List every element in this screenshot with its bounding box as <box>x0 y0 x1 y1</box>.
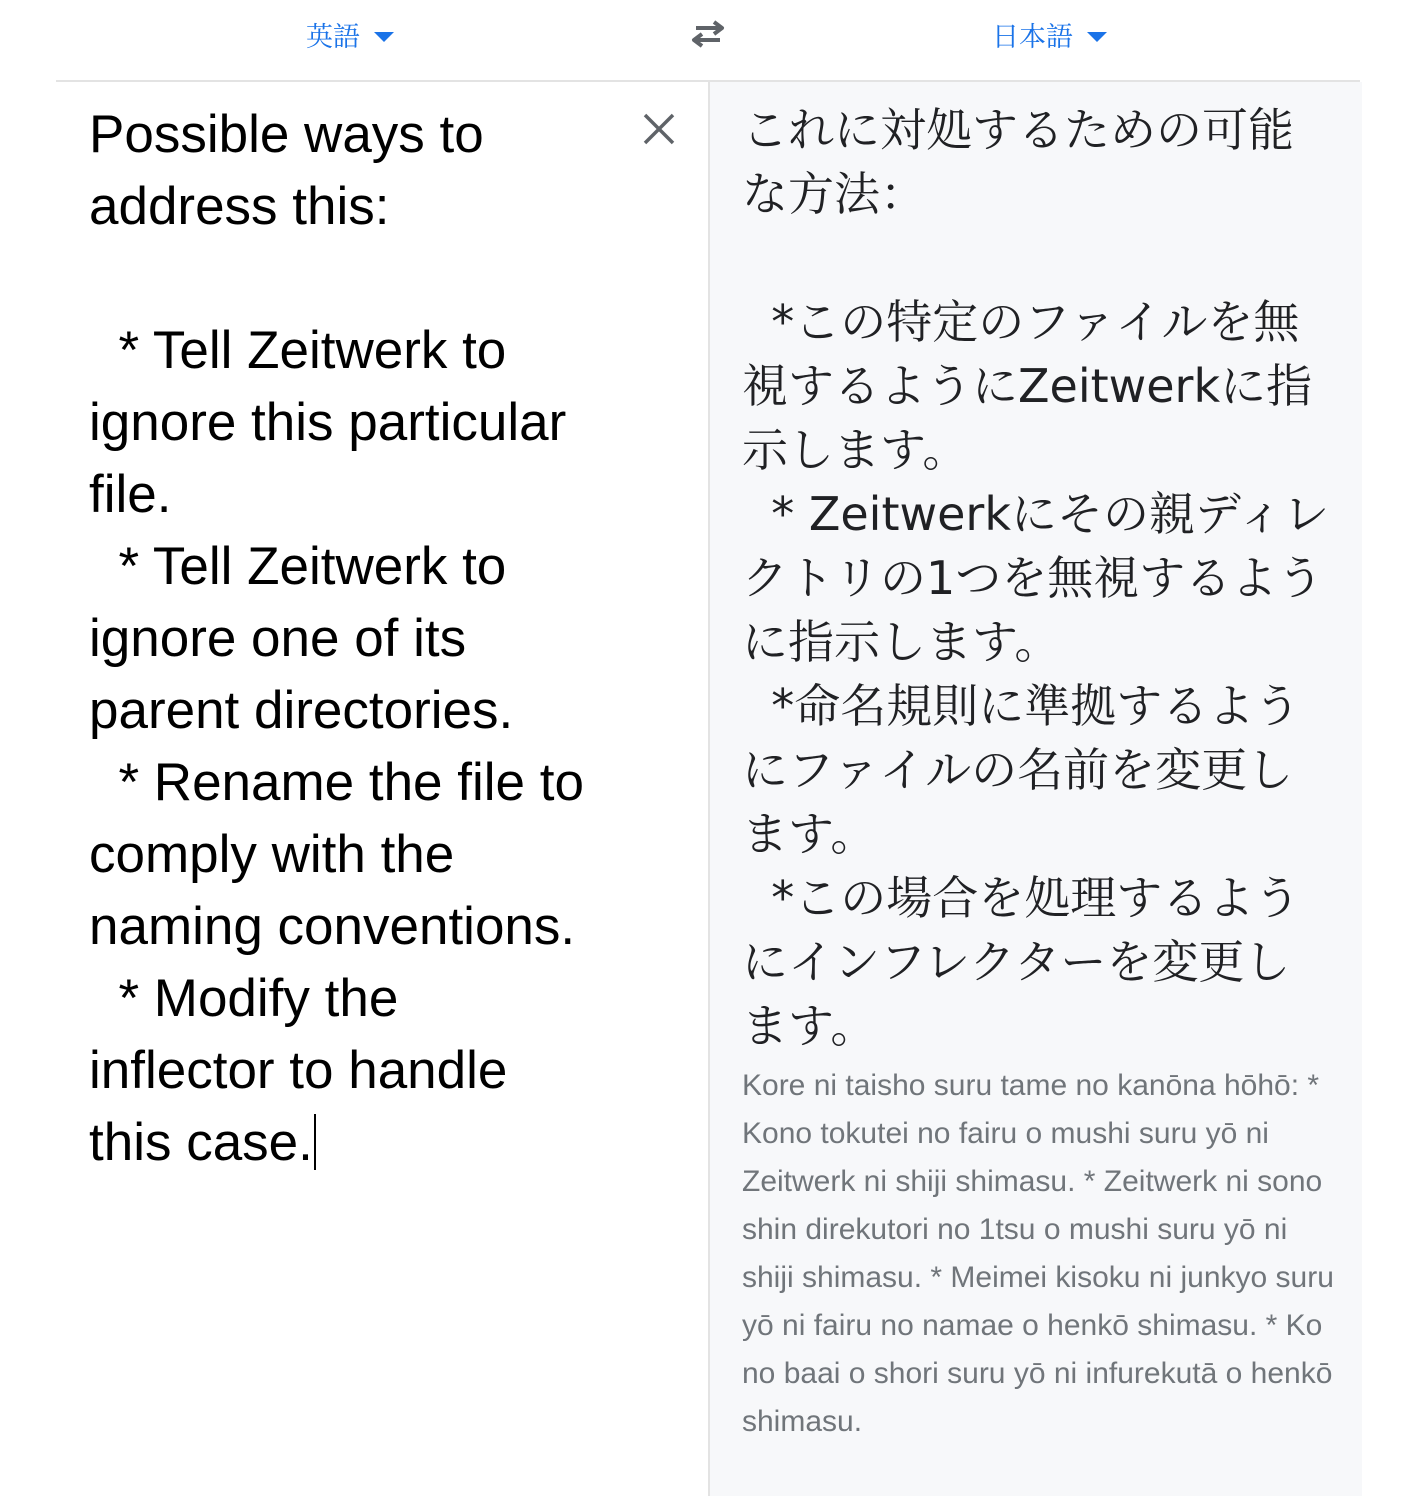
swap-languages-button[interactable] <box>684 12 732 56</box>
text-cursor <box>314 1114 316 1170</box>
translation-panel <box>708 82 1362 1496</box>
clear-text-button[interactable] <box>642 112 676 146</box>
chevron-down-icon <box>374 32 394 42</box>
language-bar <box>0 0 1410 80</box>
source-text-input[interactable] <box>89 99 589 1179</box>
source-language-label: 英語 <box>306 21 360 52</box>
transliteration-text: Kore ni taisho suru tame no kanōna hōhō: * Kono tokutei no fairu o mushi suru yō ni Zeitwerk ni shiji shimasu. * Zeitwerk ni sono shin direkutori no 1tsu o mushi suru yō ni shiji shimasu. * Meimei kisoku ni junkyo suru yō ni fairu no namae o henkō shimasu. * Ko no baai o shori suru yō ni infurekutā o henkō shimasu. <box>742 1069 1334 1438</box>
chevron-down-icon <box>1087 32 1107 42</box>
translation-text: これに対処するための可能な方法： *この特定のファイルを無視するようにZeitwerkに指示します。 * Zeitwerkにその親ディレクトリの1つを無視するように指示します。 *命名規則に準拠するようにファイルの名前を変更します。 *この場合を処理するようにインフレクターを変更します。 <box>742 103 1330 1053</box>
close-icon <box>642 112 676 146</box>
source-language-selector[interactable] <box>306 14 394 54</box>
target-language-selector[interactable] <box>992 14 1107 54</box>
source-text: Possible ways to address this: * Tell Zeitwerk to ignore this particular file. * Tell Zeitwerk to ignore one of its parent directories. * Rename the file to comply with the naming conventions. * Modify the inflector to handle this case. <box>89 105 584 1172</box>
target-language-label: 日本語 <box>992 21 1073 52</box>
source-text-panel <box>56 82 708 1496</box>
swap-arrows-icon <box>684 12 732 56</box>
